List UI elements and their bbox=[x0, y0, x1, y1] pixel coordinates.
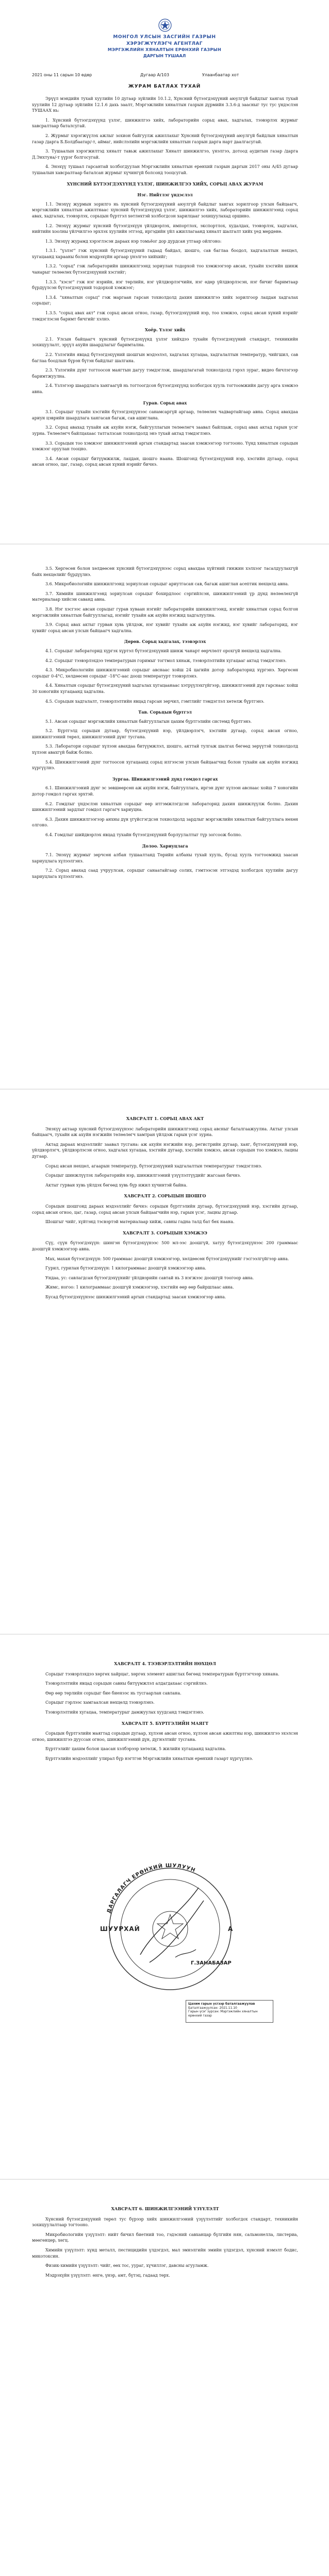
paragraph: 2.3. Үзлэгийн дүнг тогтоосон маягтын дагуу тэмдэглэж, шаардлагатай тохиолдолд гэрэл зураг, видео бичлэгээр баримтжуулна. bbox=[32, 368, 298, 379]
paragraph: 4.4. Хяналтын сорьцыг бүтээгдэхүүний хадгалах хугацаанаас хэтрүүлэхгүйгээр, шинжилгээний дүн гарснаас хойш 30 хоногийн хугацаанд хадгална. bbox=[32, 683, 298, 694]
header-line-3: МЭРГЭЖЛИЙН ХЯНАЛТЫН ЕРӨНХИЙ ГАЗРЫН bbox=[107, 47, 222, 52]
paragraph: 2. Журмыг хэрэгжүүлэх ажлыг зохион байгуулж ажиллахыг Хүнсний бүтээгдэхүүний аюулгүй байдлын хяналтын газар /дарга Б.Болдбаатар/-т, аймаг, нийслэлийн мэргэжлийн хяналтын газрын дарга нарт даалгасугай. bbox=[32, 133, 298, 144]
section-heading: ХАВСРАЛТ 5. БҮРТГЭЛИЙН МАЯГТ bbox=[121, 1720, 209, 1726]
paragraph: Хүнсний бүтээгдэхүүний төрөл тус бүрээр хийх шинжилгээний үзүүлэлтийг холбогдох стандарт, техникийн зохицуулалтаар тогтооно. bbox=[32, 2216, 298, 2228]
paragraph: Жимс, ногоо: 1 килограммаас доошгүй хэмжээгээр, хэсгийн өөр өөр байршлаас авна. bbox=[45, 1285, 234, 1290]
paragraph: 4.5. Сорьцын хадгалалт, тээвэрлэлтийн явцад гарсан зөрчил, гэмтлийг тэмдэглэл хөтөлж бүртгэнэ. bbox=[45, 699, 265, 704]
paragraph: 5.4. Шинжилгээний дүнг тогтоосон хугацаанд сорьц илгээсэн улсын байцаагчид болон тухайн аж ахуйн нэгжид хүргүүлнэ. bbox=[32, 759, 298, 771]
page-5-text bbox=[32, 2201, 298, 2282]
paragraph: Мэдрэхүйн үзүүлэлт: өнгө, үнэр, амт, бүтэц, гадаад төрх. bbox=[45, 2273, 170, 2278]
section-subheading: Гурав. Сорьц авах bbox=[143, 400, 187, 405]
stamp-right-word: А bbox=[228, 1925, 234, 1933]
sheet-1 bbox=[0, 0, 329, 544]
paragraph: 4. Энэхүү тушаал гарсантай холбогдуулан Мэргэжлийн хяналтын ерөнхий газрын даргын 2017 оны А/45 дугаар тушаалын хавсралтаар баталсан журмыг хүчингүй болсонд тооцсугай. bbox=[32, 164, 298, 175]
paragraph: Микробиологийн үзүүлэлт: нийт бичил биетний тоо, гэдэсний савханцар бүлгийн нян, сальмонелла, листериа, мөөгөнцөр, хөгц. bbox=[32, 2232, 298, 2243]
page-break bbox=[0, 1089, 329, 1090]
paragraph: Бусад бүтээгдэхүүнээс шинжилгээний аргын стандартад заасан хэмжээгээр авна. bbox=[45, 1294, 226, 1299]
header-line-2: ХЭРЭГЖҮҮЛЭГЧ АГЕНТЛАГ bbox=[126, 41, 203, 46]
paragraph: 4.1. Сорьцыг лабораторид хүргэх хүртэл бүтээгдэхүүний шинж чанарт өөрчлөлт орохгүй нөхцөлд хадгална. bbox=[45, 648, 282, 653]
decision-number: Дугаар А/103 bbox=[140, 73, 170, 77]
section-subheading: Нэг. Нийтлэг үндэслэл bbox=[137, 192, 193, 198]
paragraph: 4.3. Микробиологийн шинжилгээний сорьцыг авснаас хойш 24 цагийн дотор лабораторид хүргэнэ. Хөргөсөн сорьцыг 0-4°С, хөлдөөсөн сорьцыг -18°С-аас доош температурт тээвэрлэнэ. bbox=[32, 668, 298, 679]
paragraph: 2.1. Улсын байцаагч хүнсний бүтээгдэхүүнд үзлэг хийхдээ тухайн бүтээгдэхүүний стандарт, техникийн зохицуулалт, эрүүл ахуйн шаардлагыг баримтална. bbox=[32, 336, 298, 348]
section-heading: ХАВСРАЛТ 1. СОРЬЦ АВАХ АКТ bbox=[126, 1116, 204, 1121]
paragraph: 1.3.5. "сорьц авах акт" гэж сорьц авсан огноо, газар, бүтээгдэхүүний нэр, тоо хэмжээ, сорьц авсан хүний нэрийг тэмдэглэсэн баримт бичгийг хэлнэ. bbox=[32, 311, 298, 321]
paragraph: Шошгыг чийг, хүйтэнд тэсвэртэй материалаар хийж, савны гадна талд бат бөх наана. bbox=[45, 1219, 235, 1225]
paragraph: 6.3. Дахин шинжилгээгээр анхны дүн үгүйсгэгдсэн тохиолдолд зардлыг мэргэжлийн хяналтын байгууллага нөхөн олгоно. bbox=[32, 817, 298, 828]
paragraph: Сорьц авсан нөхцөл, агаарын температур, бүтээгдэхүүний хадгалалтын температурыг тэмдэглэнэ. bbox=[45, 1163, 262, 1168]
e-signature-line-2: Гарын үсэг зурсан: Мэргэжлийн хяналтын ерөнхий газар bbox=[188, 2010, 258, 2018]
section-subheading: Дөрөв. Сорьц хадгалах, тээвэрлэх bbox=[124, 639, 206, 645]
paragraph: Тээвэрлэлтийн явцад сорьцын савны битүүмжлэл алдагдахаас сэргийлнэ. bbox=[45, 1681, 208, 1686]
header-line-4: ДАРГЫН ТУШААЛ bbox=[143, 54, 186, 58]
paragraph: 3.4. Авсан сорьцыг битүүмжилж, лацдан, шошго наана. Шошгонд бүтээгдэхүүний нэр, хэсгийн дугаар, сорьц авсан огноо, цаг, газар, сорьц авсан хүний нэрийг бичнэ. bbox=[32, 456, 298, 467]
section-heading: ХҮНСНИЙ БҮТЭЭГДЭХҮҮНД ҮЗЛЭГ, ШИНЖИЛГЭЭ ХИЙХ, СОРЬЦ АВАХ ЖУРАМ bbox=[67, 181, 264, 187]
paragraph: 6.1. Шинжилгээний дүнг эс зөвшөөрсөн аж ахуйн нэгж, байгууллага, иргэн дүнг хүлээн авснаас хойш 7 хоногийн дотор гомдол гаргах эрхтэй. bbox=[32, 786, 298, 797]
e-signature-title: Цахим гарын үсгээр баталгаажуулав bbox=[188, 2002, 255, 2006]
page-break bbox=[0, 2179, 329, 2180]
paragraph: 3.3. Сорьцын тоо хэмжээг шинжилгээний аргын стандартад заасан хэмжээгээр тогтооно. Үүнд хяналтын сорьцын хэмжээг оруулан тооцно. bbox=[32, 440, 298, 452]
paragraph: 3.6. Микробиологийн шинжилгээнд зориулсан сорьцыг ариутгасан сав, багаж ашиглан асептик нөхцөлд авна. bbox=[45, 582, 289, 587]
section-subheading: Долоо. Хариуцлага bbox=[142, 843, 188, 849]
paragraph: Сүү, сүүн бүтээгдэхүүн: шингэн бүтээгдэхүүнээс 500 мл-ээс доошгүй, хатуу бүтээгдэхүүнээс 200 граммаас доошгүй хэмжээгээр авна. bbox=[32, 1241, 298, 1251]
paragraph: Сорьцыг гэрлээс хамгаалсан нөхцөлд тээвэрлэнэ. bbox=[45, 1700, 155, 1705]
paragraph: Гурил, гурилан бүтээгдэхүүн: 1 килограммаас доошгүй хэмжээгээр авна. bbox=[45, 1266, 206, 1271]
paragraph: Актад дараах мэдээллийг заавал тусгана: аж ахуйн нэгжийн нэр, регистрийн дугаар, хаяг, бүтээгдэхүүний нэр, үйлдвэрлэгч, үйлдвэрлэсэн огноо, хадгалах хугацаа, хэсгийн дугаар, хэсгийн хэмжээ, авсан сорьцын тоо хэмжээ, лацны дугаар. bbox=[32, 1142, 298, 1159]
paragraph: Өөр өөр төрлийн сорьцыг бие биенээс нь тусгаарлан савлана. bbox=[45, 1690, 182, 1696]
section-subheading: Тав. Сорьцын бүртгэл bbox=[138, 709, 192, 715]
decision-title: ЖУРАМ БАТЛАХ ТУХАЙ bbox=[128, 84, 201, 89]
paragraph: 3.8. Нэг хэсгээс авсан сорьцыг гурав хуваан нэгийг лабораторийн шинжилгээнд, нэгийг хяналтын сорьц болгон мэргэжлийн хяналтын байгууллагад, нэгийг тухайн аж ахуйн нэгжид хадгалуулна. bbox=[32, 606, 298, 618]
paragraph: 2.2. Үзлэгийн явцад бүтээгдэхүүний шошгын мэдээлэл, хадгалах хугацаа, хадгалалтын температур, чийгшил, сав баглаа боодлын бүрэн бүтэн байдлыг шалгана. bbox=[32, 352, 298, 363]
e-signature-line-1: Баталгаажуулсан: 2021.11.10 bbox=[188, 2006, 237, 2010]
paragraph: 1.3.1. "үзлэг" гэж хүнсний бүтээгдэхүүний гадаад байдал, шошго, сав баглаа боодол, хадгалалтын нөхцөл, хугацаанд харааны болон мэдрэхүйн аргаар үнэлгээ хийхийг; bbox=[32, 248, 298, 259]
section-heading: ХАВСРАЛТ 4. ТЭЭВЭРЛЭЛТИЙН НӨХЦӨЛ bbox=[114, 1661, 216, 1666]
sheet-3 bbox=[0, 1090, 329, 1634]
paragraph: Бүртгэлийн мэдээллийг улирал бүр нэгтгэн Мэргэжлийн хяналтын ерөнхий газарт хүргүүлнэ. bbox=[45, 1756, 253, 1761]
paragraph: Тээвэрлэлтийн хугацаа, температурыг дамжуулах хуудсанд тэмдэглэнэ. bbox=[45, 1709, 204, 1715]
paragraph: 2.4. Үзлэгээр шаардлага хангаагүй нь тогтоогдсон бүтээгдэхүүнд холбогдох хууль тогтоомжийн дагуу арга хэмжээ авна. bbox=[32, 383, 298, 394]
state-emblem-icon bbox=[158, 19, 172, 32]
paragraph: 7.2. Сорьц авахад саад учруулсан, сорьцыг санаатайгаар солих, гэмтээсэн этгээдэд холбогдох хуулийн дагуу хариуцлага хүлээлгэнэ. bbox=[32, 868, 298, 879]
section-subheading: Зургаа. Шинжилгээний дүнд гомдол гаргах bbox=[112, 776, 218, 782]
decision-place: Улаанбаатар хот bbox=[202, 73, 239, 77]
paragraph: 1.3. Энэхүү журамд хэрэглэсэн дараах нэр томьёог дор дурдсан утгаар ойлгоно: bbox=[45, 239, 222, 244]
paragraph: Химийн үзүүлэлт: хүнд металл, пестицидийн үлдэгдэл, мал эмнэлгийн эмийн үлдэгдэл, хүнсний нэмэлт бодис, микотоксин. bbox=[32, 2247, 298, 2259]
decision-date: 2021 оны 11 сарын 10 өдөр bbox=[32, 73, 92, 77]
sheet-5 bbox=[0, 2180, 329, 2576]
paragraph: 3.9. Сорьц авах актыг гурван хувь үйлдэж, нэг хувийг тухайн аж ахуйн нэгжид, нэг хувийг лабораторид, нэг хувийг сорьц авсан улсын байцаагч хадгална. bbox=[32, 622, 298, 633]
paragraph: Физик-химийн үзүүлэлт: чийг, өөх тос, уураг, хүчиллэг, давсны агууламж. bbox=[45, 2263, 209, 2268]
paragraph: 1.3.3. "хэсэг" гэж нэг нэрийн, нэг төрлийн, нэг үйлдвэрлэгчийн, нэг өдөр үйлдвэрлэсэн, нэг бичиг баримтаар бүрдүүлсэн бүтээгдэхүүний тодорхой хэмжээг; bbox=[32, 279, 298, 291]
e-signature-box bbox=[186, 2000, 273, 2023]
paragraph: 6.4. Гомдлыг шийдвэрлэх явцад тухайн бүтээгдэхүүний борлуулалтыг түр зогсоож болно. bbox=[45, 833, 242, 837]
section-heading: ХАВСРАЛТ 2. СОРЬЦЫН ШОШГО bbox=[124, 1193, 206, 1199]
sheet-4 bbox=[0, 1635, 329, 2179]
paragraph: 1.3.4. "хяналтын сорьц" гэж маргаан гарсан тохиолдолд дахин шинжилгээ хийх зорилгоор лацдан хадгалах сорьцыг; bbox=[32, 295, 298, 306]
page-break bbox=[0, 1634, 329, 1635]
section-heading: ХАВСРАЛТ 3. СОРЬЦЫН ХЭМЖЭЭ bbox=[123, 1230, 207, 1235]
paragraph: Сорьцын бүртгэлийн маягтад сорьцын дугаар, хүлээн авсан огноо, хүлээн авсан ажилтны нэр, шинжилгээ эхэлсэн огноо, шинжилгээ дууссан огноо, шинжилгээний дүн, дүгнэлтийг тусгана. bbox=[32, 1731, 298, 1742]
paragraph: 1.2. Энэхүү журмыг хүнсний бүтээгдэхүүн үйлдвэрлэх, импортлох, экспортлох, худалдах, тээвэрлэх, хадгалах, нийтийн хоолны үйлчилгээ эрхлэх хуулийн этгээд, иргэдийн үйл ажиллагаанд хяналт шалгалт хийх үед мөрдөнө. bbox=[32, 223, 298, 234]
page-4-text bbox=[32, 1656, 298, 1766]
paragraph: 4.2. Сорьцыг тээвэрлэхдээ температурын горимыг тогтмол хянаж, тээвэрлэлтийн хугацааг актад тэмдэглэнэ. bbox=[45, 658, 287, 663]
page-1-text bbox=[32, 96, 298, 471]
sheet-2 bbox=[0, 545, 329, 1089]
stamp-arc-text: ДАРГАЛАГЧ ЕРӨНХИЙ ШУЛУУН bbox=[106, 1862, 196, 1914]
paragraph: 7.1. Энэхүү журмыг зөрчсөн албан тушаалтанд Төрийн албаны тухай хууль, бусад хууль тогтоомжид заасан хариуцлага хүлээлгэнэ. bbox=[32, 853, 298, 863]
paragraph: Мах, махан бүтээгдэхүүн: 500 граммаас доошгүй хэмжээгээр, хөлдөөсөн бүтээгдэхүүнийг гэсгээлгүйгээр авна. bbox=[45, 1256, 289, 1261]
paragraph: 1. Хүнсний бүтээгдэхүүнд үзлэг, шинжилгээ хийх, лабораторийн сорьц авах, хадгалах, тээвэрлэх журмыг хавсралтаар баталсугай. bbox=[32, 117, 298, 129]
paragraph: 1.3.2. "сорьц" гэж лабораторийн шинжилгээнд зориулан тодорхой тоо хэмжээгээр авсан, тухайн хэсгийн шинж чанарыг төлөөлөх бүтээгдэхүүний хэсгийг; bbox=[32, 264, 298, 275]
paragraph: 3.1. Сорьцыг тухайн хэсгийн бүтээгдэхүүнээс санамсаргүй аргаар, төлөөлөх чадвартайгаар авна. Сорьц авахдаа ариун цэврийн шаардлага хангасан багаж, сав ашиглана. bbox=[32, 410, 298, 420]
paragraph: 3.2. Сорьц авахад тухайн аж ахуйн нэгж, байгууллагын төлөөлөгч заавал байлцаж, сорьц авах актад гарын үсэг зурна. Төлөөлөгч байлцахаас татгалзсан тохиолдолд энэ тухай актад тэмдэглэнэ. bbox=[32, 425, 298, 436]
paragraph: Ундаа, ус: савлагдсан бүтээгдэхүүнийг үйлдвэрийн савтай нь 3 нэгжээс доошгүй тоогоор авна. bbox=[45, 1275, 254, 1280]
section-heading: ХАВСРАЛТ 6. ШИНЖИЛГЭЭНИЙ ҮЗҮҮЛЭЛТ bbox=[111, 2206, 219, 2211]
section-subheading: Хоёр. Үзлэг хийх bbox=[144, 327, 186, 333]
paragraph: 5.2. Бүртгэлд сорьцын дугаар, бүтээгдэхүүний нэр, үйлдвэрлэгч, хэсгийн дугаар, сорьц авсан огноо, шинжилгээний төрөл, шинжилгээний дүнг тусгана. bbox=[32, 728, 298, 739]
page-break bbox=[0, 544, 329, 545]
paragraph: Актыг гурван хувь үйлдэх бөгөөд хувь бүр ижил хүчинтэй байна. bbox=[45, 1182, 188, 1188]
paragraph: 1.1. Энэхүү журмын зорилго нь хүнсний бүтээгдэхүүний аюулгүй байдлыг хангах зорилгоор улсын байцаагч, мэргэжлийн хяналтын ажилтнаас хүнсний бүтээгдэхүүнд үзлэг, шинжилгээ хийх, лабораторийн шинжилгээнд сорьц авах, хадгалах, тээвэрлэх, сорьцын бүртгэл хөтлөхтэй холбогдсон харилцааг зохицуулахад оршино. bbox=[32, 201, 298, 218]
paragraph: Сорьцыг шинжлүүлэх лабораторийн нэр, шинжилгээний үзүүлэлтүүдийг жагсаан бичнэ. bbox=[45, 1173, 241, 1178]
stamp-left-word: ШУУРХАЙ bbox=[100, 1925, 140, 1933]
paragraph: Энэхүү актаар хүнсний бүтээгдэхүүнээс лабораторийн шинжилгээнд сорьц авсныг баталгаажуулна. Актыг улсын байцаагч, тухайн аж ахуйн нэгжийн төлөөлөгч хамтран үйлдэж гарын үсэг зурна. bbox=[32, 1126, 298, 1138]
paragraph: Сорьцын шошгонд дараах мэдээллийг бичнэ: сорьцын бүртгэлийн дугаар, бүтээгдэхүүний нэр, хэсгийн дугаар, сорьц авсан огноо, цаг, газар, сорьц авсан улсын байцаагчийн нэр, гарын үсэг, лацны дугаар. bbox=[32, 1204, 298, 1215]
paragraph: Эрүүл мэндийн тухай хуулийн 10 дугаар зүйлийн 10.1.2, Хүнсний бүтээгдэхүүний аюулгүй байдлыг хангах тухай хуулийн 12 дугаар зүйлийн 12.1.6 дахь заалт, Мэргэжлийн хяналтын газрын дүрмийн 3.3.6-д заасныг тус тус үндэслэн ТУШААХ нь: bbox=[32, 96, 298, 113]
paragraph: Сорьцыг тээвэрлэхдээ хөргөх хайрцаг, хөргөх элемент ашиглах бөгөөд температурын бүртгэгчээр хянана. bbox=[45, 1671, 279, 1676]
page-3-text bbox=[32, 1111, 298, 1303]
paragraph: 3. Тушаалын хэрэгжилтэд хяналт тавьж ажиллахыг Хяналт шинжилгээ, үнэлгээ, дотоод аудитын газар /дарга Д.Энхтуяа/-т үүрэг болгосугай. bbox=[32, 149, 298, 160]
paragraph: 3.7. Химийн шинжилгээнд зориулсан сорьцыг бохирдлоос сэргийлсэн, шинжилгээний үр дүнд нөлөөлөхгүй материалаар хийсэн саванд авна. bbox=[32, 591, 298, 602]
paragraph: 5.1. Авсан сорьцыг мэргэжлийн хяналтын байгууллагын цахим бүртгэлийн системд бүртгэнэ. bbox=[45, 719, 252, 724]
paragraph: 6.2. Гомдлыг үндэслэн хяналтын сорьцыг өөр итгэмжлэгдсэн лабораторид дахин шинжлүүлж болно. Дахин шинжилгээний зардлыг гомдол гаргагч хариуцна. bbox=[32, 801, 298, 812]
paragraph: 5.3. Лаборатори сорьцыг хүлээн авахдаа битүүмжлэл, шошго, акттай тулгаж шалгах бөгөөд зөрүүтэй тохиолдолд хүлээн авахгүй байж болно. bbox=[32, 744, 298, 755]
paragraph: 3.5. Хөргөсөн болон хөлдөөсөн хүнсний бүтээгдэхүүнээс сорьц авахдаа хүйтний гинжин хэлхээг тасалдуулахгүй байх нөхцөлийг бүрдүүлнэ. bbox=[32, 566, 298, 577]
page-2-text-top bbox=[32, 566, 298, 884]
official-stamp bbox=[93, 1852, 248, 2001]
paragraph: Бүртгэлийг цахим болон цаасан хэлбэрээр хөтөлж, 5 жилийн хугацаанд хадгална. bbox=[45, 1747, 226, 1752]
signer-name: Г.ЗАНАБАЗАР bbox=[191, 1960, 232, 1966]
header-line-1: МОНГОЛ УЛСЫН ЗАСГИЙН ГАЗРЫН bbox=[113, 35, 216, 40]
